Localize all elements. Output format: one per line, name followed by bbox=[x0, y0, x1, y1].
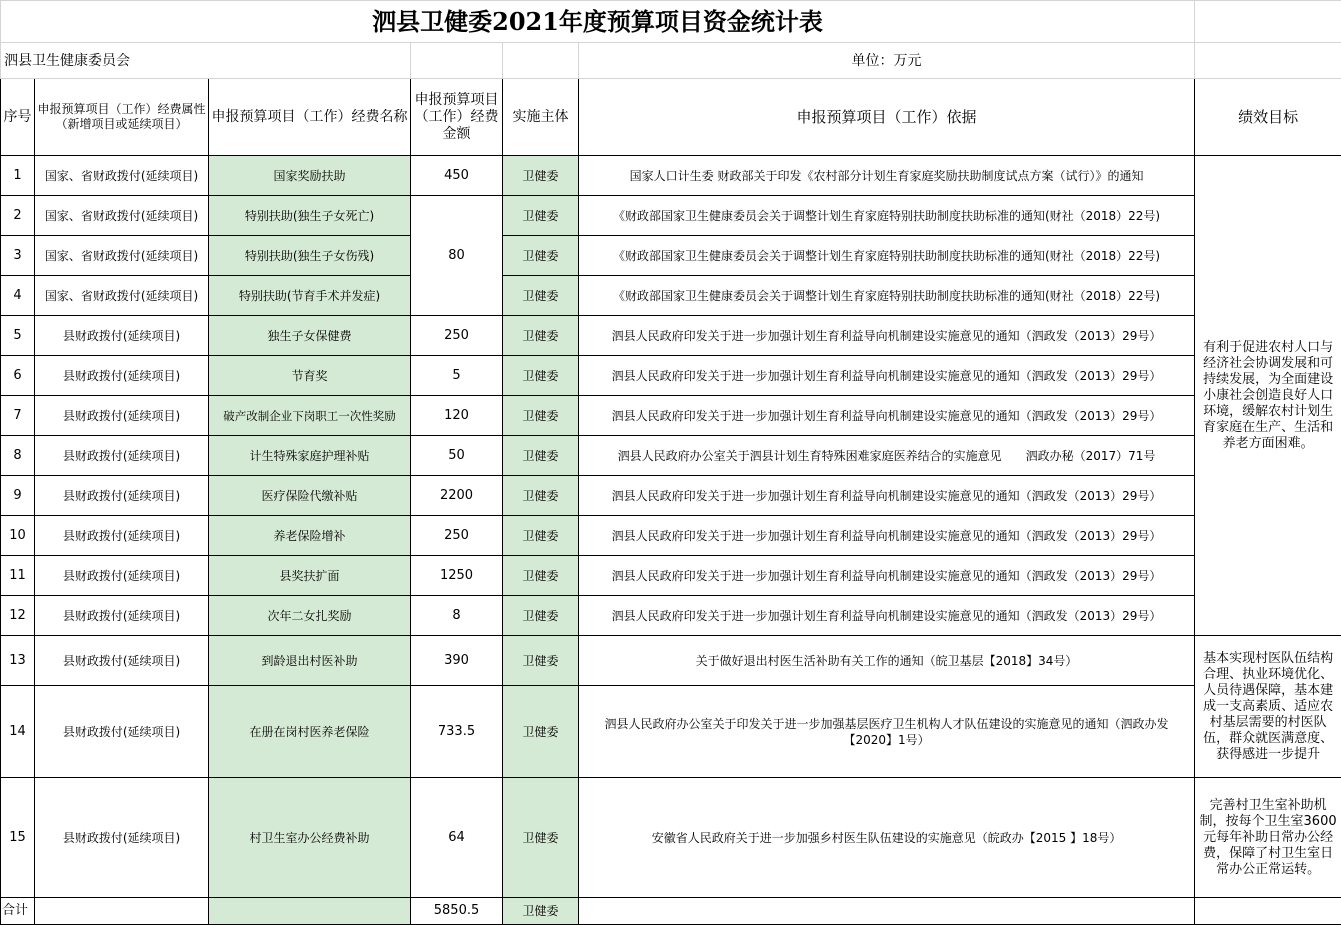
row-amount: 450 bbox=[411, 156, 503, 196]
table-row bbox=[1, 316, 1341, 356]
total-amount: 5850.5 bbox=[411, 898, 503, 925]
row-body: 卫健委 bbox=[503, 596, 579, 636]
table-row bbox=[1, 778, 1341, 898]
row-amount: 390 bbox=[411, 636, 503, 686]
row-basis: 泗县人民政府印发关于进一步加强计划生育利益导向机制建设实施意见的通知（泗政发（2013）29号） bbox=[579, 516, 1195, 556]
row-attr: 县财政拨付(延续项目) bbox=[35, 516, 209, 556]
row-name: 县奖扶扩面 bbox=[209, 556, 411, 596]
performance-goal-1: 有利于促进农村人口与经济社会协调发展和可持续发展，为全面建设小康社会创造良好人口环境，缓解农村计划生育家庭在生产、生活和养老方面困难。 bbox=[1195, 156, 1341, 636]
row-attr: 国家、省财政拨付(延续项目) bbox=[35, 276, 209, 316]
row-basis: 泗县人民政府办公室关于泗县计划生育特殊困难家庭医养结合的实施意见 泗政办秘（2017）71号 bbox=[579, 436, 1195, 476]
row-name: 国家奖励扶助 bbox=[209, 156, 411, 196]
header-attr: 申报预算项目（工作）经费属性（新增项目或延续项目） bbox=[35, 79, 209, 156]
row-name: 特别扶助(独生子女死亡) bbox=[209, 196, 411, 236]
row-attr: 国家、省财政拨付(延续项目) bbox=[35, 156, 209, 196]
row-name: 到龄退出村医补助 bbox=[209, 636, 411, 686]
row-seq: 6 bbox=[1, 356, 35, 396]
row-name: 节育奖 bbox=[209, 356, 411, 396]
row-attr: 县财政拨付(延续项目) bbox=[35, 436, 209, 476]
row-basis: 泗县人民政府印发关于进一步加强计划生育利益导向机制建设实施意见的通知（泗政发（2013）29号） bbox=[579, 316, 1195, 356]
row-body: 卫健委 bbox=[503, 556, 579, 596]
row-body: 卫健委 bbox=[503, 516, 579, 556]
table-row bbox=[1, 686, 1341, 778]
row-amount: 8 bbox=[411, 596, 503, 636]
table-row bbox=[1, 356, 1341, 396]
table-row bbox=[1, 476, 1341, 516]
table-row bbox=[1, 436, 1341, 476]
organization-name: 泗县卫生健康委员会 bbox=[1, 43, 411, 79]
row-body: 卫健委 bbox=[503, 196, 579, 236]
row-body: 卫健委 bbox=[503, 476, 579, 516]
row-name: 破产改制企业下岗职工一次性奖励 bbox=[209, 396, 411, 436]
row-seq: 3 bbox=[1, 236, 35, 276]
row-amount: 250 bbox=[411, 516, 503, 556]
row-body: 卫健委 bbox=[503, 276, 579, 316]
row-amount-merged: 80 bbox=[411, 196, 503, 316]
row-amount: 2200 bbox=[411, 476, 503, 516]
header-basis: 申报预算项目（工作）依据 bbox=[579, 79, 1195, 156]
row-seq: 12 bbox=[1, 596, 35, 636]
row-amount: 50 bbox=[411, 436, 503, 476]
row-basis: 《财政部国家卫生健康委员会关于调整计划生育家庭特别扶助制度扶助标准的通知(财社（2018）22号) bbox=[579, 196, 1195, 236]
table-row bbox=[1, 516, 1341, 556]
row-seq: 15 bbox=[1, 778, 35, 898]
row-attr: 县财政拨付(延续项目) bbox=[35, 396, 209, 436]
row-body: 卫健委 bbox=[503, 436, 579, 476]
table-row bbox=[1, 396, 1341, 436]
row-seq: 10 bbox=[1, 516, 35, 556]
row-amount: 5 bbox=[411, 356, 503, 396]
table-row bbox=[1, 156, 1341, 196]
row-seq: 4 bbox=[1, 276, 35, 316]
row-seq: 5 bbox=[1, 316, 35, 356]
row-amount: 64 bbox=[411, 778, 503, 898]
row-body: 卫健委 bbox=[503, 636, 579, 686]
row-name: 在册在岗村医养老保险 bbox=[209, 686, 411, 778]
row-body: 卫健委 bbox=[503, 356, 579, 396]
row-attr: 县财政拨付(延续项目) bbox=[35, 636, 209, 686]
row-basis: 安徽省人民政府关于进一步加强乡村医生队伍建设的实施意见（皖政办【2015 】18号） bbox=[579, 778, 1195, 898]
row-seq: 1 bbox=[1, 156, 35, 196]
row-attr: 县财政拨付(延续项目) bbox=[35, 686, 209, 778]
row-name: 计生特殊家庭护理补贴 bbox=[209, 436, 411, 476]
table-row bbox=[1, 236, 1341, 276]
header-amount: 申报预算项目（工作）经费金额 bbox=[411, 79, 503, 156]
row-attr: 县财政拨付(延续项目) bbox=[35, 596, 209, 636]
row-name: 次年二女扎奖励 bbox=[209, 596, 411, 636]
row-basis: 泗县人民政府印发关于进一步加强计划生育利益导向机制建设实施意见的通知（泗政发（2013）29号） bbox=[579, 356, 1195, 396]
row-basis: 泗县人民政府办公室关于印发关于进一步加强基层医疗卫生机构人才队伍建设的实施意见的通知（泗政办发【2020】1号） bbox=[579, 686, 1195, 778]
header-name: 申报预算项目（工作）经费名称 bbox=[209, 79, 411, 156]
row-name: 特别扶助(节育手术并发症) bbox=[209, 276, 411, 316]
row-name: 医疗保险代缴补贴 bbox=[209, 476, 411, 516]
row-basis: 《财政部国家卫生健康委员会关于调整计划生育家庭特别扶助制度扶助标准的通知(财社（2018）22号) bbox=[579, 236, 1195, 276]
row-body: 卫健委 bbox=[503, 236, 579, 276]
table-row bbox=[1, 556, 1341, 596]
header-seq: 序号 bbox=[1, 79, 35, 156]
unit-label: 单位：万元 bbox=[579, 43, 1195, 79]
row-seq: 7 bbox=[1, 396, 35, 436]
row-attr: 国家、省财政拨付(延续项目) bbox=[35, 196, 209, 236]
row-name: 独生子女保健费 bbox=[209, 316, 411, 356]
row-basis: 泗县人民政府印发关于进一步加强计划生育利益导向机制建设实施意见的通知（泗政发（2013）29号） bbox=[579, 596, 1195, 636]
row-basis: 国家人口计生委 财政部关于印发《农村部分计划生育家庭奖励扶助制度试点方案（试行）》的通知 bbox=[579, 156, 1195, 196]
row-basis: 《财政部国家卫生健康委员会关于调整计划生育家庭特别扶助制度扶助标准的通知(财社（2018）22号) bbox=[579, 276, 1195, 316]
total-row bbox=[1, 898, 1341, 925]
row-attr: 县财政拨付(延续项目) bbox=[35, 356, 209, 396]
row-body: 卫健委 bbox=[503, 778, 579, 898]
row-name: 村卫生室办公经费补助 bbox=[209, 778, 411, 898]
header-body: 实施主体 bbox=[503, 79, 579, 156]
row-seq: 11 bbox=[1, 556, 35, 596]
table-row bbox=[1, 196, 1341, 236]
row-name: 养老保险增补 bbox=[209, 516, 411, 556]
table-row bbox=[1, 636, 1341, 686]
row-body: 卫健委 bbox=[503, 156, 579, 196]
row-attr: 国家、省财政拨付(延续项目) bbox=[35, 236, 209, 276]
row-basis: 泗县人民政府印发关于进一步加强计划生育利益导向机制建设实施意见的通知（泗政发（2013）29号） bbox=[579, 556, 1195, 596]
performance-goal-2: 基本实现村医队伍结构合理、执业环境优化、人员待遇保障，基本建成一支高素质、适应农村基层需要的村医队伍，群众就医满意度、获得感进一步提升 bbox=[1195, 636, 1341, 778]
row-seq: 2 bbox=[1, 196, 35, 236]
row-seq: 8 bbox=[1, 436, 35, 476]
row-seq: 13 bbox=[1, 636, 35, 686]
row-basis: 泗县人民政府印发关于进一步加强计划生育利益导向机制建设实施意见的通知（泗政发（2013）29号） bbox=[579, 476, 1195, 516]
row-amount: 120 bbox=[411, 396, 503, 436]
row-name: 特别扶助(独生子女伤残) bbox=[209, 236, 411, 276]
row-attr: 县财政拨付(延续项目) bbox=[35, 556, 209, 596]
row-body: 卫健委 bbox=[503, 396, 579, 436]
row-seq: 14 bbox=[1, 686, 35, 778]
page-title: 泗县卫健委2021年度预算项目资金统计表 bbox=[1, 1, 1195, 43]
total-label: 合计 bbox=[1, 898, 35, 925]
row-attr: 县财政拨付(延续项目) bbox=[35, 316, 209, 356]
row-amount: 1250 bbox=[411, 556, 503, 596]
table-row bbox=[1, 276, 1341, 316]
row-basis: 泗县人民政府印发关于进一步加强计划生育利益导向机制建设实施意见的通知（泗政发（2013）29号） bbox=[579, 396, 1195, 436]
header-goal: 绩效目标 bbox=[1195, 79, 1341, 156]
row-attr: 县财政拨付(延续项目) bbox=[35, 476, 209, 516]
row-basis: 关于做好退出村医生活补助有关工作的通知（皖卫基层【2018】34号） bbox=[579, 636, 1195, 686]
row-amount: 250 bbox=[411, 316, 503, 356]
total-body: 卫健委 bbox=[503, 898, 579, 925]
table-row bbox=[1, 596, 1341, 636]
row-seq: 9 bbox=[1, 476, 35, 516]
row-attr: 县财政拨付(延续项目) bbox=[35, 778, 209, 898]
performance-goal-3: 完善村卫生室补助机制，按每个卫生室3600元每年补助日常办公经费，保障了村卫生室日常办公正常运转。 bbox=[1195, 778, 1341, 898]
row-amount: 733.5 bbox=[411, 686, 503, 778]
row-body: 卫健委 bbox=[503, 316, 579, 356]
row-body: 卫健委 bbox=[503, 686, 579, 778]
